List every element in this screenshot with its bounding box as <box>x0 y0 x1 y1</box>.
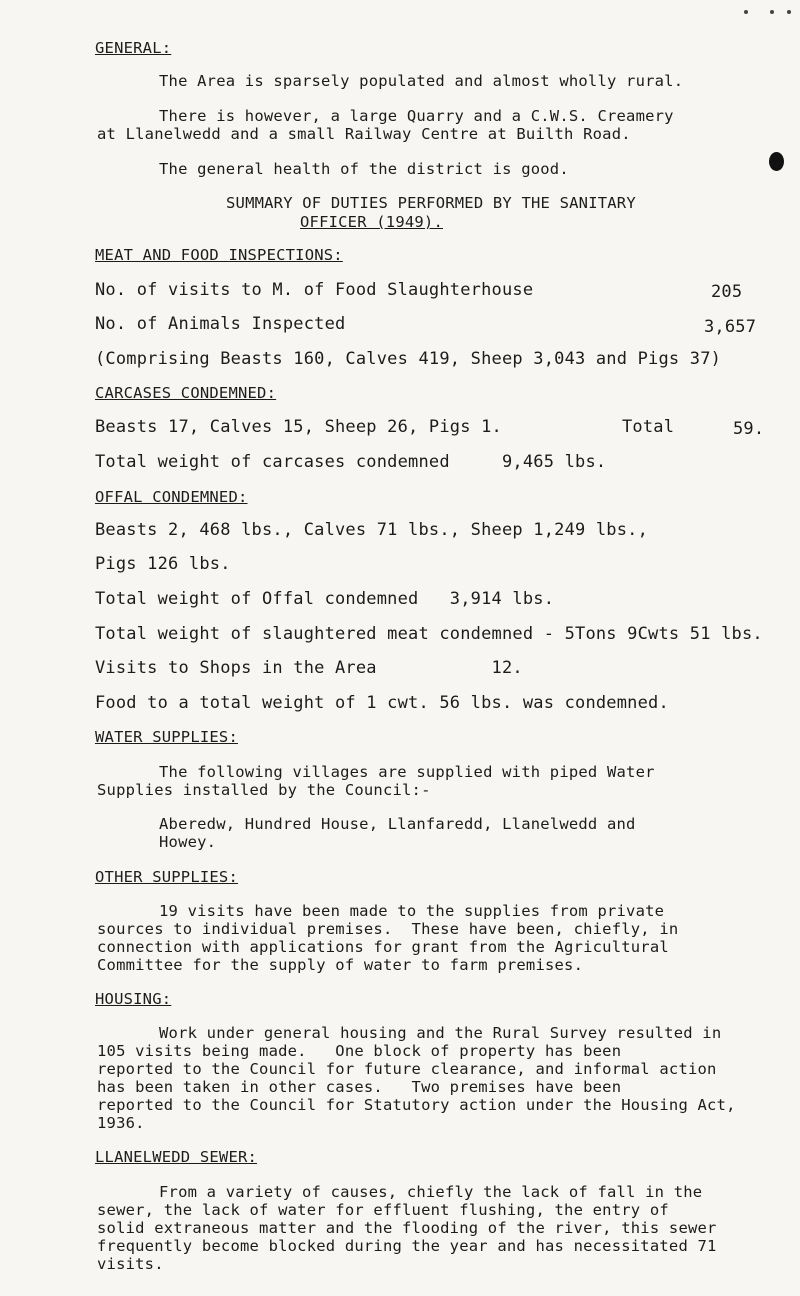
general-paragraph-2-line-1: There is however, a large Quarry and a C.W.S. Creamery <box>159 107 674 125</box>
sewer-line-2: sewer, the lack of water for effluent flushing, the entry of <box>97 1201 669 1219</box>
villages-line-2: Howey. <box>159 833 217 851</box>
other-supplies-line-3: connection with applications for grant from the Agricultural <box>97 938 669 956</box>
sewer-line-4: frequently become blocked during the year and has necessitated 71 <box>97 1237 717 1255</box>
summary-title-line-2: OFFICER (1949). <box>300 213 443 231</box>
food-condemned: Food to a total weight of 1 cwt. 56 lbs. was condemned. <box>95 693 669 713</box>
offal-line-1: Beasts 2, 468 lbs., Calves 71 lbs., Sheep 1,249 lbs., <box>95 520 649 540</box>
housing-line-6: 1936. <box>97 1114 145 1132</box>
visits-value: 205 <box>711 282 743 302</box>
housing-line-3: reported to the Council for future clearance, and informal action <box>97 1060 717 1078</box>
offal-heading: OFFAL CONDEMNED: <box>95 488 248 506</box>
carcases-total-label: Total <box>622 417 675 437</box>
carcases-total-value: 59. <box>733 419 765 439</box>
carcases-heading: CARCASES CONDEMNED: <box>95 384 277 402</box>
animals-breakdown: (Comprising Beasts 160, Calves 419, Sheep 3,043 and Pigs 37) <box>95 349 722 369</box>
animals-value: 3,657 <box>704 317 757 337</box>
offal-weight: Total weight of Offal condemned 3,914 lbs. <box>95 589 555 609</box>
ink-blot <box>769 152 784 171</box>
housing-heading: HOUSING: <box>95 990 172 1008</box>
visits-label: No. of visits to M. of Food Slaughterhouse <box>95 280 534 300</box>
other-supplies-line-4: Committee for the supply of water to farm premises. <box>97 956 584 974</box>
ink-speck <box>744 10 748 14</box>
water-paragraph-line-2: Supplies installed by the Council:- <box>97 781 431 799</box>
general-paragraph-1: The Area is sparsely populated and almost wholly rural. <box>159 72 684 90</box>
water-heading: WATER SUPPLIES: <box>95 728 238 746</box>
sewer-line-5: visits. <box>97 1255 164 1273</box>
housing-line-1: Work under general housing and the Rural Survey resulted in <box>159 1024 722 1042</box>
carcases-weight: Total weight of carcases condemned 9,465 lbs. <box>95 452 607 472</box>
ink-speck <box>770 10 774 14</box>
housing-line-5: reported to the Council for Statutory action under the Housing Act, <box>97 1096 736 1114</box>
other-supplies-line-1: 19 visits have been made to the supplies from private <box>159 902 665 920</box>
meat-total-condemned: Total weight of slaughtered meat condemned - 5Tons 9Cwts 51 lbs. <box>95 624 763 644</box>
meat-heading: MEAT AND FOOD INSPECTIONS: <box>95 246 343 264</box>
shop-visits: Visits to Shops in the Area 12. <box>95 658 523 678</box>
general-heading: GENERAL: <box>95 39 172 57</box>
other-supplies-heading: OTHER SUPPLIES: <box>95 868 238 886</box>
housing-line-4: has been taken in other cases. Two premises have been <box>97 1078 622 1096</box>
carcases-line-1: Beasts 17, Calves 15, Sheep 26, Pigs 1. <box>95 417 502 437</box>
villages-line-1: Aberedw, Hundred House, Llanfaredd, Llanelwedd and <box>159 815 636 833</box>
sewer-heading: LLANELWEDD SEWER: <box>95 1148 258 1166</box>
ink-speck <box>787 10 791 14</box>
housing-line-2: 105 visits being made. One block of property has been <box>97 1042 622 1060</box>
offal-line-2: Pigs 126 lbs. <box>95 554 231 574</box>
sewer-line-3: solid extraneous matter and the flooding of the river, this sewer <box>97 1219 717 1237</box>
summary-title-line-1: SUMMARY OF DUTIES PERFORMED BY THE SANITARY <box>226 194 636 212</box>
other-supplies-line-2: sources to individual premises. These have been, chiefly, in <box>97 920 679 938</box>
animals-label: No. of Animals Inspected <box>95 314 346 334</box>
general-paragraph-3: The general health of the district is good. <box>159 160 569 178</box>
sewer-line-1: From a variety of causes, chiefly the lack of fall in the <box>159 1183 703 1201</box>
water-paragraph-line-1: The following villages are supplied with piped Water <box>159 763 655 781</box>
general-paragraph-2-line-2: at Llanelwedd and a small Railway Centre at Builth Road. <box>97 125 631 143</box>
